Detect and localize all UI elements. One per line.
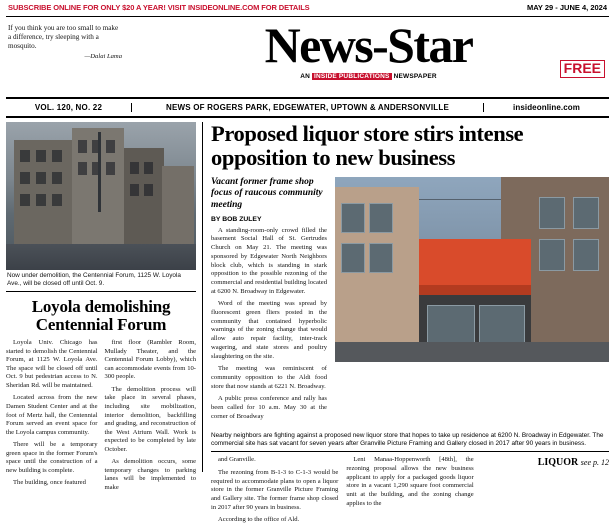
folio-bar [6,97,609,118]
paragraph: first floor (Rambler Room, Mullady Theater, and the Centennial Forum Lobby), which can accommodate events from 10-300 people. [104,339,196,381]
paragraph: The meeting was reminiscent of community opposition to the Aldi food store that now stands at 6221 N. Broadway. [211,365,327,390]
publisher-highlight: INSIDE PUBLICATIONS [314,72,390,80]
main-story-headline[interactable]: Proposed liquor store stirs intense opposition to new business [211,121,524,171]
free-badge: FREE [560,60,605,77]
main-story-lead-column [211,177,327,425]
volume-number: VOL. 120, NO. 22 [6,103,132,112]
left-story-col-2 [105,339,197,497]
jump-line[interactable] [538,457,609,468]
main-story-lead-text [211,227,327,422]
main-story-top [211,177,609,425]
subscribe-promo-text[interactable]: SUBSCRIBE ONLINE FOR ONLY $20 A YEAR! VISIT INSIDEONLINE.COM FOR DETAILS [8,3,310,12]
paragraph: The building, once featured [13,479,86,487]
left-column [6,122,203,492]
main-story-column [203,121,609,524]
quote-text: If you think you are too small to make a difference, try sleeping with a mosquito. [8,24,119,50]
paragraph: As demolition occurs, some temporary changes to parking lanes will be implemented to make [104,458,196,492]
jump-page-note: see p. 12 [580,458,609,467]
quote-attribution: —Dalai Lama [84,53,122,60]
main-photo-caption: Nearby neighbors are fighting against a proposed new liquor store that hopes to take up residence at 6200 N. Broadway in Edgewater. The commercial site has sat vacant for seven years after Granville Picture Framing and Gallery closed in 2017 after 90 years in business. [211,429,609,453]
paragraph: Leni Manaa-Hoppenworth [48th], the rezoning proposal allows the new business applicant to apply for a packaged goods liquor store in a vacant 1,290 square foot commercial unit at the building, and the zoning change applies to the [346,456,474,507]
storefront-photo [335,177,609,362]
main-story-byline: BY BOB ZULEY [211,215,262,223]
publisher-line [128,73,609,80]
publisher-suffix: NEWSPAPER [391,72,437,80]
main-story-deck: Vacant former frame shop focus of raucous community meeting [211,177,323,210]
website-url[interactable]: insideonline.com [483,103,609,112]
paragraph: A public press conference and rally has been called for 10 a.m. May 30 at the corner of Broadway [211,395,327,420]
issue-dateline: MAY 29 - JUNE 4, 2024 [526,3,607,12]
left-story-headline[interactable]: Loyola demolishing Centennial Forum [31,297,171,335]
paragraph: Word of the meeting was spread by fluorescent green fliers posted in the community that contained hyperbolic warnings of the zoning change that would allow auto repair facility, inter-track wagering, and state stores and poultry slaughtering on the site. [211,300,327,360]
masthead-logo-wrap [128,17,609,80]
paragraph: The demolition process will take place in several phases, including site mobilization, interior demolition, backfilling and grading, and reconstruction of the West Atrium Wall. Work is expected to be completed by late October. [104,385,196,453]
main-story-bottom-col-2 [346,456,473,529]
content-area [6,121,609,524]
left-photo-caption: Now under demolition, the Centennial Forum, 1125 W. Loyola Ave., will be closed off until Oct. 9. [6,270,196,292]
paragraph: A standing-room-only crowd filled the basement Social Hall of St. Gertrudes Church on May 21. The meeting was sponsored by Edgewater North Neighbors block club, which is standing in stark opposition to the possible rezoning of the commercial and residential building located at 6200 N. Broadway in Edgewater. [211,226,327,295]
paragraph: and Granville. [218,456,256,464]
paragraph: Loyola Univ. Chicago has started to demolish the Centennial Forum, at 1125 W. Loyola Ave. The space will be closed off until Oct. 9 but pedestrian access to N. Sheridan Rd. will be maintained. [6,339,98,389]
newspaper-title: News-Star [264,17,473,73]
main-story-bottom-col-1 [211,456,338,529]
top-promo-bar [6,0,609,17]
coverage-area: NEWS OF ROGERS PARK, EDGEWATER, UPTOWN & ANDERSONVILLE [166,103,449,112]
paragraph: According to the office of Ald. [218,516,300,524]
left-story-col-1 [6,339,98,497]
paragraph: There will be a temporary green space in the former Forum's space until the construction of a new building is complete. [6,441,98,474]
masthead [6,17,609,95]
paragraph: The rezoning from B-1-3 to C-1-3 would be required to accommodate plans to open a liquor store in the former Granville Picture Framing and Gallery site. The former frame shop closed in 2017 after 90 years in business. [211,468,339,511]
demolition-photo [6,122,196,270]
publisher-prefix: AN [300,72,313,80]
jump-label: LIQUOR [537,457,579,468]
left-story-body [6,339,196,497]
paragraph: Located across from the new Damen Student Center and at the foot of Mertz hall, the Centennial Forum served an event space for the Loyola campus community. [6,394,98,436]
quote-box [6,20,128,61]
